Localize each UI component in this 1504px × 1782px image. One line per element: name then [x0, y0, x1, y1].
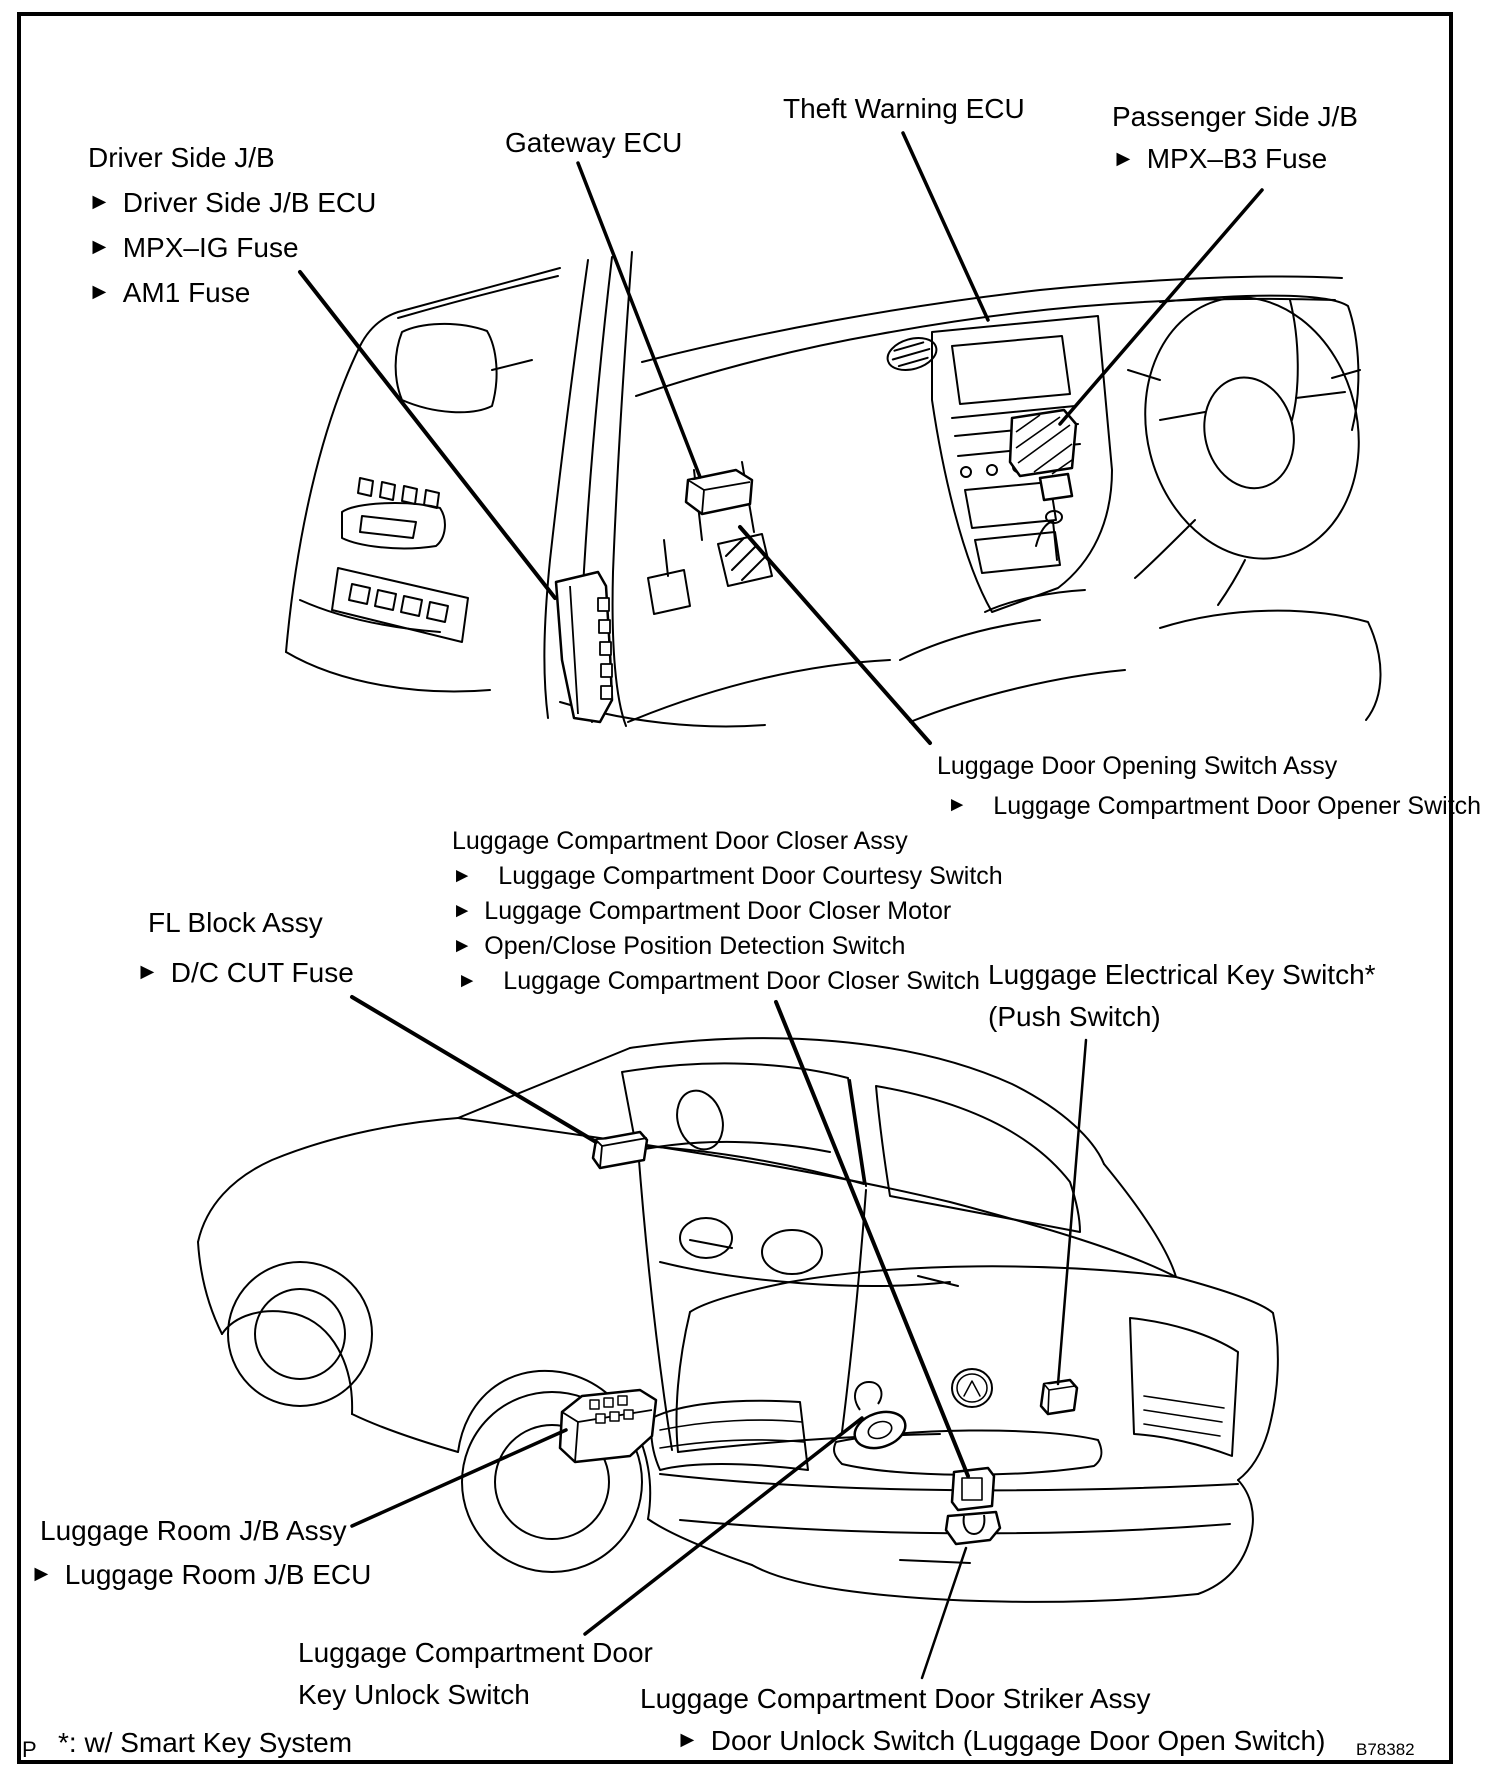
dashboard-illustration — [286, 252, 1386, 726]
bullet-triangle-icon: ► — [452, 864, 473, 887]
leader-theft-warning-ecu — [903, 133, 988, 320]
leader-passenger-jb — [1060, 190, 1262, 424]
gear-shifter — [1036, 521, 1057, 560]
label-item: ► AM1 Fuse — [88, 270, 376, 315]
bullet-triangle-icon: ► — [1112, 145, 1135, 171]
label-item: ► MPX–IG Fuse — [88, 225, 376, 270]
leader-driver-jb — [300, 272, 555, 598]
sedan-illustration — [198, 1038, 1278, 1602]
label-title: Luggage Door Opening Switch Assy — [937, 752, 1338, 780]
gateway-ecu-component — [686, 470, 752, 514]
label-key-unlock-switch: Luggage Compartment Door Key Unlock Switch — [298, 1637, 653, 1710]
right-tail-light — [1130, 1318, 1238, 1456]
brake-pedal — [648, 540, 690, 614]
label-gateway-ecu: Gateway ECU — [505, 127, 683, 158]
steering-wheel — [1118, 275, 1386, 582]
door-striker-component — [946, 1512, 1000, 1544]
bullet-triangle-icon: ► — [452, 899, 473, 922]
label-luggage-room-jb-item: ► Luggage Room J/B ECU — [30, 1552, 371, 1597]
bullet-triangle-icon: ► — [136, 958, 159, 984]
label-item: ► Luggage Compartment Door Courtesy Switch — [452, 859, 1003, 894]
label-item: ► Luggage Compartment Door Closer Motor — [452, 894, 1003, 929]
label-item: ► MPX–B3 Fuse — [1112, 138, 1358, 180]
label-fl-block-title: FL Block Assy — [148, 907, 323, 938]
label-opening-switch-assy — [937, 746, 1481, 826]
lexus-badge — [952, 1369, 992, 1407]
label-luggage-room-jb-title: Luggage Room J/B Assy — [40, 1515, 347, 1546]
front-wheel — [228, 1262, 372, 1406]
label-item: ► Luggage Compartment Door Opener Switch — [947, 786, 1481, 826]
leader-opening-switch — [740, 527, 930, 743]
bullet-triangle-icon: ► — [88, 233, 111, 259]
label-driver-side-jb — [88, 135, 376, 315]
figure-id: B78382 — [1356, 1740, 1415, 1759]
key-unlock-switch-component — [850, 1382, 910, 1454]
door-closer-component — [952, 1468, 994, 1510]
bullet-triangle-icon: ► — [457, 969, 478, 992]
electrical-key-switch-component — [1041, 1380, 1077, 1414]
label-item: ► Open/Close Position Detection Switch — [452, 929, 1003, 964]
bullet-triangle-icon: ► — [88, 188, 111, 214]
label-electrical-key-switch: Luggage Electrical Key Switch* (Push Switch) — [988, 959, 1376, 1032]
leader-striker-assy — [922, 1548, 966, 1678]
label-passenger-side-jb — [1112, 96, 1358, 180]
left-tail-light — [651, 1401, 808, 1470]
bullet-triangle-icon: ► — [676, 1726, 699, 1752]
label-title: Passenger Side J/B — [1112, 101, 1358, 132]
page-marker: P — [22, 1737, 37, 1762]
leader-gateway-ecu — [578, 163, 700, 477]
label-fl-block-item: ► D/C CUT Fuse — [136, 950, 354, 995]
label-closer-assy — [452, 824, 1003, 999]
navigation-screen — [952, 336, 1070, 404]
label-item: ► Luggage Compartment Door Closer Switch — [457, 964, 1003, 999]
door-mirror — [396, 324, 497, 412]
label-item: ► Driver Side J/B ECU — [88, 180, 376, 225]
label-title: Luggage Compartment Door Closer Assy — [452, 827, 908, 855]
label-theft-warning-ecu: Theft Warning ECU — [783, 93, 1025, 124]
driver-side-jb-component — [556, 572, 612, 722]
bullet-triangle-icon: ► — [947, 793, 968, 816]
leader-electrical-key-switch — [1058, 1040, 1086, 1384]
footnote: *: w/ Smart Key System — [58, 1727, 353, 1758]
luggage-room-jb-component — [560, 1390, 656, 1462]
passenger-side-jb-component — [1010, 410, 1076, 500]
bullet-triangle-icon: ► — [30, 1560, 53, 1586]
label-striker-assy-item: ► Door Unlock Switch (Luggage Door Open Switch) — [676, 1718, 1325, 1763]
bullet-triangle-icon: ► — [88, 278, 111, 304]
label-title: Driver Side J/B — [88, 142, 275, 173]
bullet-triangle-icon: ► — [452, 934, 473, 957]
label-striker-assy-title: Luggage Compartment Door Striker Assy — [640, 1683, 1151, 1714]
